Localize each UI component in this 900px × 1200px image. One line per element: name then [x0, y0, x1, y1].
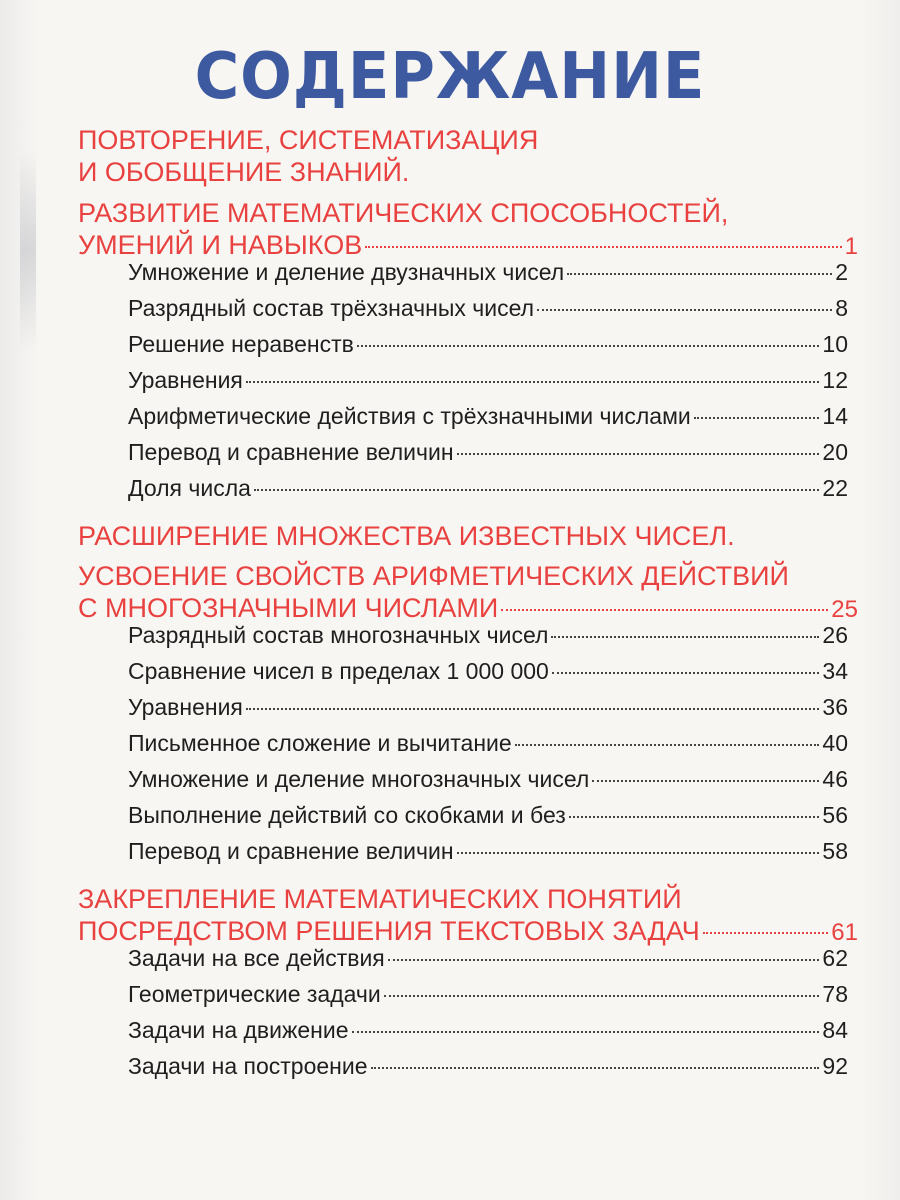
section-line: ПОВТОРЕНИЕ, СИСТЕМАТИЗАЦИЯ — [78, 125, 539, 155]
dot-leader — [552, 672, 820, 674]
toc-entry[interactable] — [128, 331, 848, 367]
toc-entry[interactable] — [128, 766, 848, 802]
section-line: РАЗВИТИЕ МАТЕМАТИЧЕСКИХ СПОСОБНОСТЕЙ, — [78, 198, 729, 228]
toc-section-4[interactable] — [78, 560, 858, 626]
dot-leader — [388, 959, 820, 961]
entry-label: Уравнения — [128, 694, 243, 720]
section-line: И ОБОБЩЕНИЕ ЗНАНИЙ. — [78, 157, 410, 187]
toc-section-2[interactable] — [78, 197, 858, 263]
dot-leader — [537, 309, 832, 311]
entry-label: Задачи на движение — [128, 1017, 349, 1043]
section-line: УМЕНИЙ И НАВЫКОВ — [78, 230, 363, 260]
section-page-number: 1 — [844, 233, 858, 260]
entry-page-number: 14 — [822, 403, 848, 429]
toc-entry[interactable] — [128, 802, 848, 838]
entry-page-number: 36 — [822, 694, 848, 720]
entry-label: Умножение и деление двузначных чисел — [128, 259, 565, 285]
entry-page-number: 62 — [822, 945, 848, 971]
toc-section-5[interactable] — [78, 883, 858, 949]
entry-label: Доля числа — [128, 475, 251, 501]
dot-leader — [254, 489, 819, 491]
dot-leader — [246, 708, 820, 710]
toc-entry[interactable] — [128, 367, 848, 403]
dot-leader — [384, 995, 820, 997]
toc-entry[interactable] — [128, 730, 848, 766]
entry-page-number: 10 — [822, 331, 848, 357]
entry-label: Сравнение чисел в пределах 1 000 000 — [128, 658, 549, 684]
entry-page-number: 22 — [822, 475, 848, 501]
entry-page-number: 92 — [822, 1053, 848, 1079]
dot-leader — [457, 852, 820, 854]
dot-leader — [357, 345, 820, 347]
entry-label: Задачи на построение — [128, 1053, 368, 1079]
dot-leader — [352, 1031, 820, 1033]
toc-entry[interactable] — [128, 981, 848, 1017]
dot-leader — [551, 636, 819, 638]
section-line: ЗАКРЕПЛЕНИЕ МАТЕМАТИЧЕСКИХ ПОНЯТИЙ — [78, 884, 682, 914]
entry-label: Арифметические действия с трёхзначными числами — [128, 403, 691, 429]
entry-page-number: 34 — [822, 658, 848, 684]
entry-page-number: 56 — [822, 802, 848, 828]
dot-leader — [694, 417, 820, 419]
entry-page-number: 84 — [822, 1017, 848, 1043]
toc-entry[interactable] — [128, 1017, 848, 1053]
toc-entry[interactable] — [128, 295, 848, 331]
toc-entry[interactable] — [128, 838, 848, 874]
toc-entry[interactable] — [128, 403, 848, 439]
dot-leader — [567, 273, 832, 275]
dot-leader — [371, 1067, 820, 1069]
toc-entry[interactable] — [128, 945, 848, 981]
entry-page-number: 8 — [835, 295, 848, 321]
entry-label: Письменное сложение и вычитание — [128, 730, 512, 756]
dot-leader — [703, 932, 829, 934]
entry-label: Перевод и сравнение величин — [128, 439, 454, 465]
dot-leader — [246, 381, 820, 383]
entry-label: Геометрические задачи — [128, 981, 381, 1007]
dot-leader — [569, 816, 820, 818]
entry-label: Перевод и сравнение величин — [128, 838, 454, 864]
entry-page-number: 2 — [835, 259, 848, 285]
section-page-number: 25 — [831, 596, 858, 623]
dot-leader — [365, 246, 841, 248]
entry-label: Разрядный состав многозначных чисел — [128, 622, 549, 648]
entry-label: Умножение и деление многозначных чисел — [128, 766, 590, 792]
section-line: С МНОГОЗНАЧНЫМИ ЧИСЛАМИ — [78, 593, 499, 623]
toc-entry[interactable] — [128, 658, 848, 694]
dot-leader — [501, 609, 828, 611]
entry-label: Выполнение действий со скобками и без — [128, 802, 566, 828]
entry-label: Уравнения — [128, 367, 243, 393]
toc-entry[interactable] — [128, 622, 848, 658]
toc-entry[interactable] — [128, 694, 848, 730]
page-title: СОДЕРЖАНИЕ — [194, 40, 706, 114]
dot-leader — [457, 453, 820, 455]
entry-label: Задачи на все действия — [128, 945, 385, 971]
dot-leader — [515, 744, 820, 746]
toc-section-1[interactable] — [78, 124, 858, 188]
entry-label: Разрядный состав трёхзначных чисел — [128, 295, 535, 321]
section-line: ПОСРЕДСТВОМ РЕШЕНИЯ ТЕКСТОВЫХ ЗАДАЧ — [78, 916, 700, 946]
section-page-number: 61 — [831, 919, 858, 946]
entry-page-number: 58 — [822, 838, 848, 864]
toc-entry[interactable] — [128, 1053, 848, 1089]
dot-leader — [592, 780, 819, 782]
section-line: УСВОЕНИЕ СВОЙСТВ АРИФМЕТИЧЕСКИХ ДЕЙСТВИЙ — [78, 561, 789, 591]
toc-entry[interactable] — [128, 475, 848, 511]
entry-label: Решение неравенств — [128, 331, 354, 357]
entry-page-number: 20 — [822, 439, 848, 465]
entry-page-number: 78 — [822, 981, 848, 1007]
section-line: РАСШИРЕНИЕ МНОЖЕСТВА ИЗВЕСТНЫХ ЧИСЕЛ. — [78, 521, 735, 551]
entry-page-number: 40 — [822, 730, 848, 756]
toc-entry[interactable] — [128, 439, 848, 475]
toc-section-3[interactable] — [78, 520, 858, 552]
entry-page-number: 26 — [822, 622, 848, 648]
toc-entry[interactable] — [128, 259, 848, 295]
entry-page-number: 46 — [822, 766, 848, 792]
entry-page-number: 12 — [822, 367, 848, 393]
